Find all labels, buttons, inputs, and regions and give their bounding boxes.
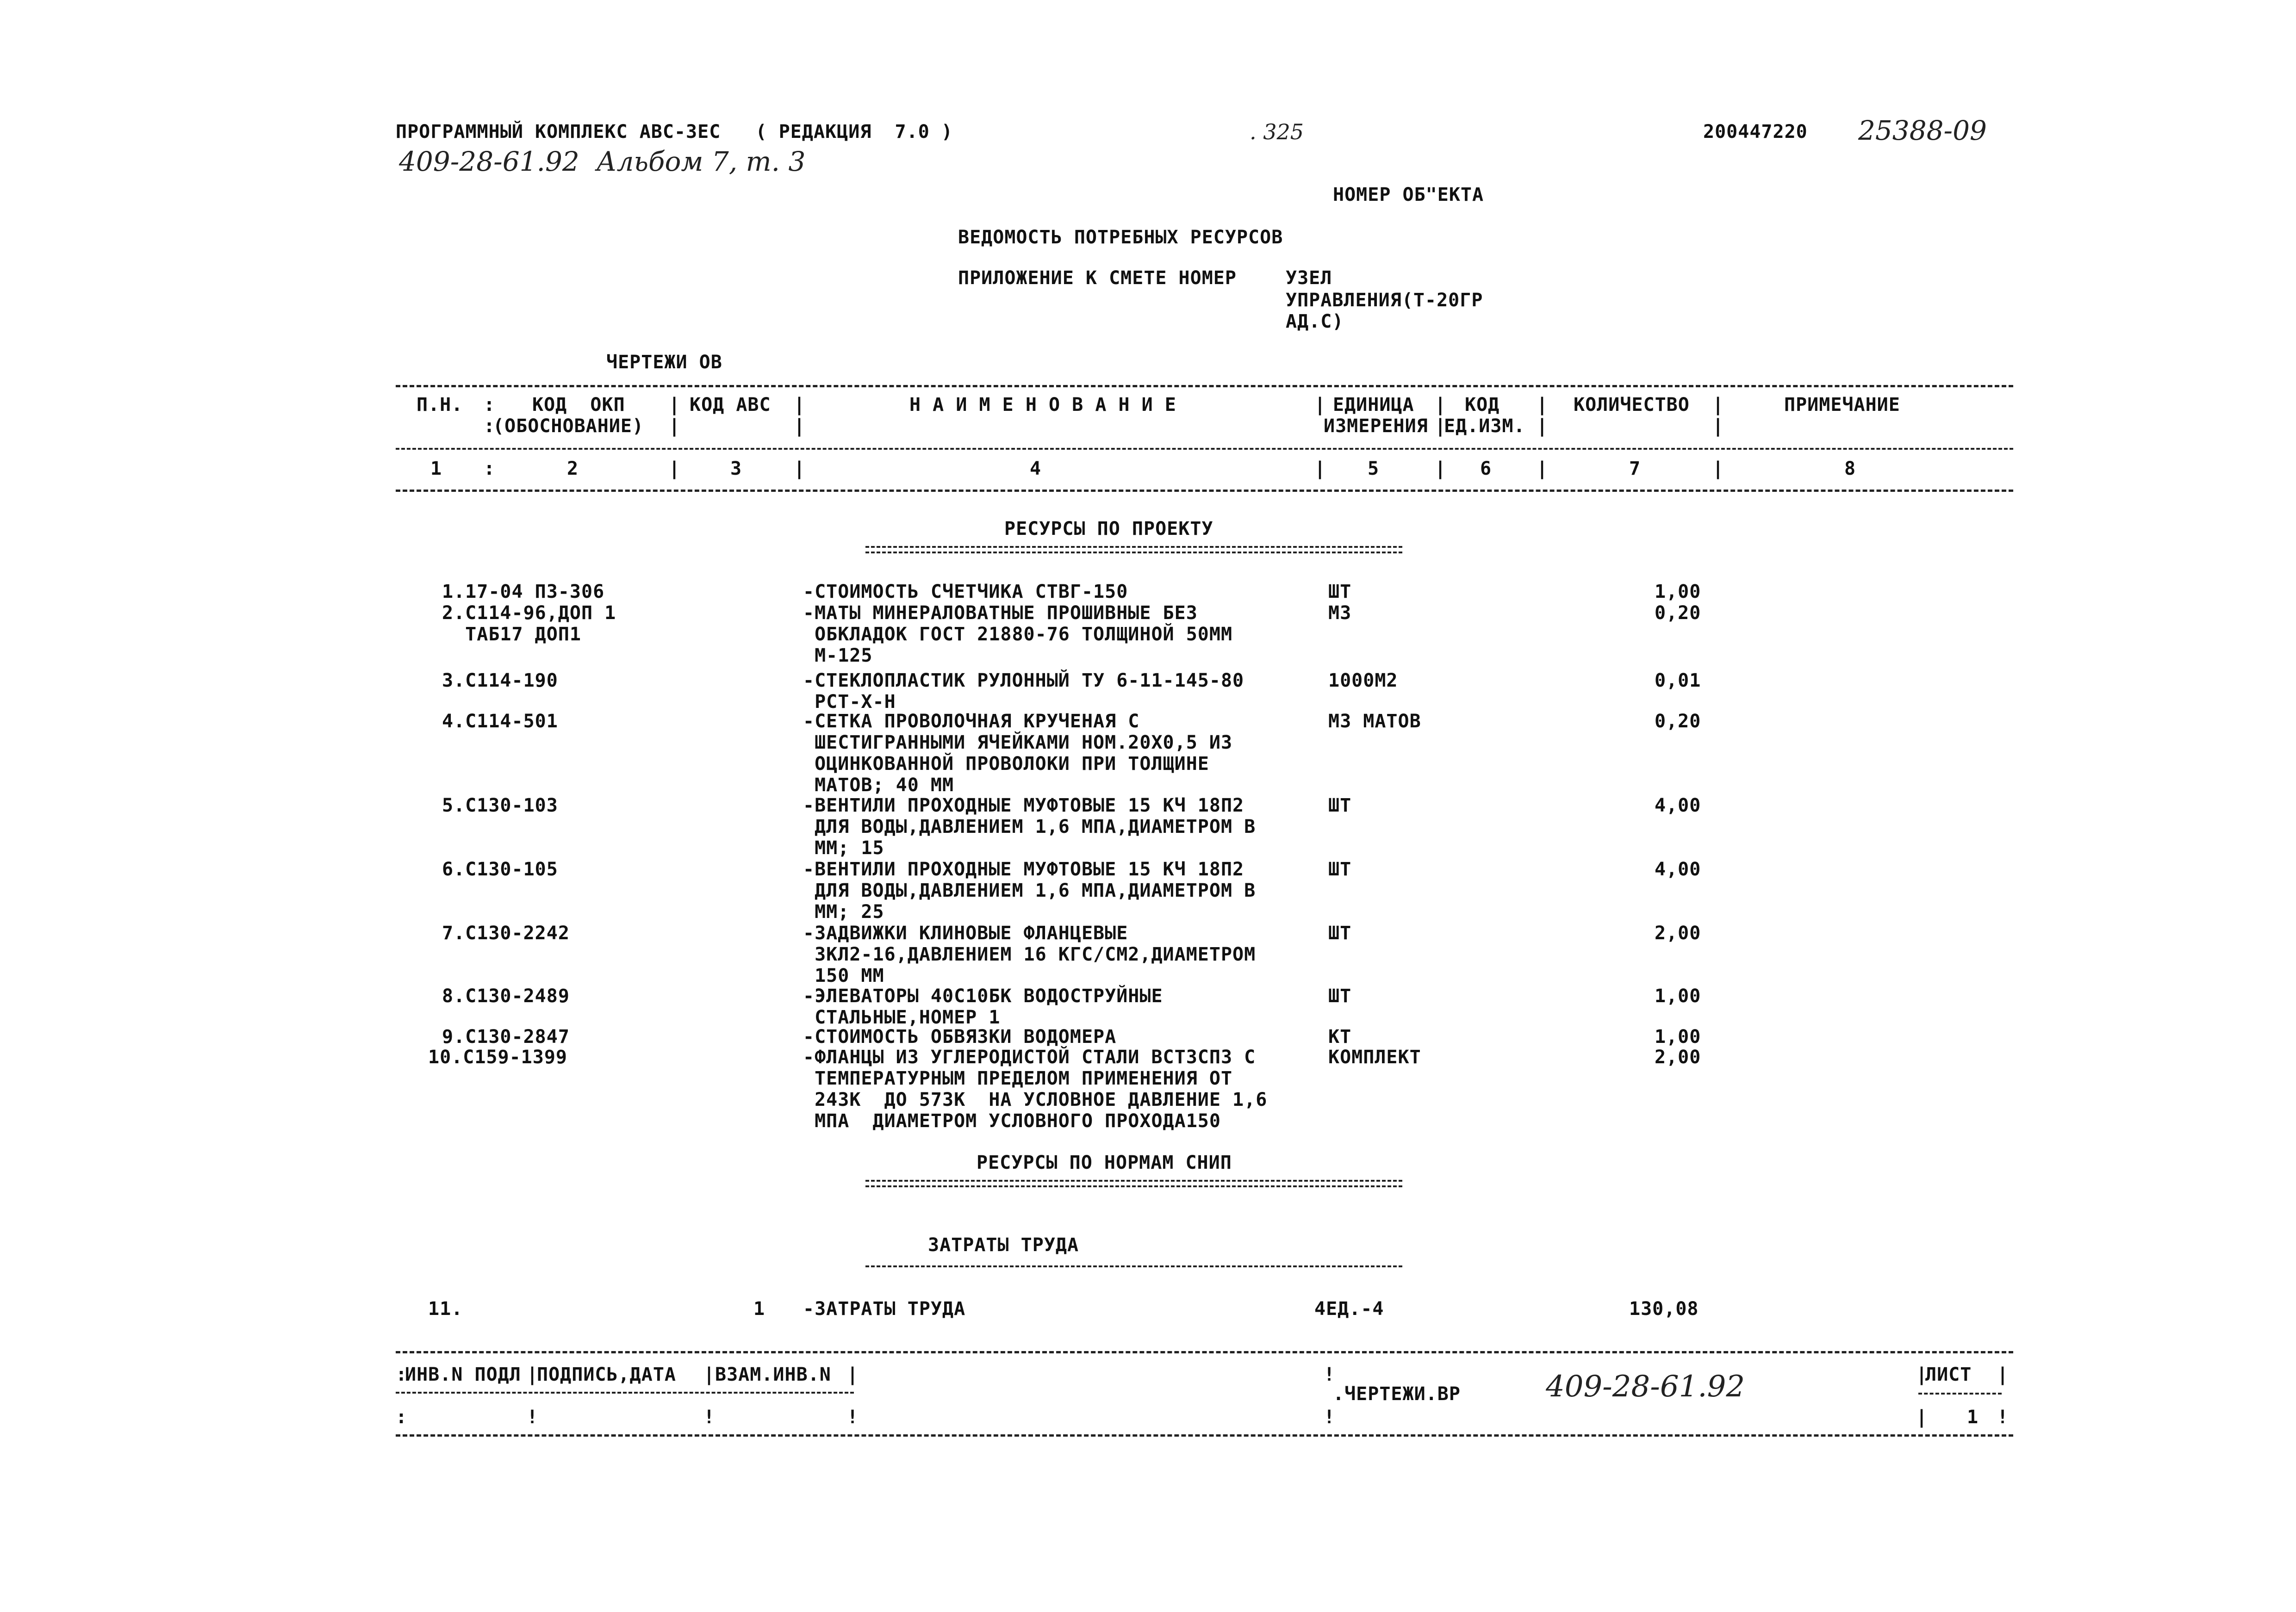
row-qty: 2,00 bbox=[1655, 923, 1701, 944]
footer-separator: ! bbox=[847, 1407, 859, 1428]
row-name: 243К ДО 573К НА УСЛОВНОЕ ДАВЛЕНИЕ 1,6 bbox=[803, 1089, 1268, 1110]
row-name: -ЭЛЕВАТОРЫ 40С10БК ВОДОСТРУЙНЫЕ bbox=[803, 986, 1163, 1007]
row-code: 4.С114-501 bbox=[442, 711, 558, 732]
handwritten-reference: 409-28-61.92 Альбом 7, т. 3 bbox=[399, 146, 806, 177]
col-separator: | bbox=[1537, 415, 1549, 437]
row-name: -ЗАТРАТЫ ТРУДА bbox=[803, 1298, 966, 1320]
col-separator: | bbox=[1435, 394, 1447, 415]
col-separator: | bbox=[794, 415, 806, 437]
row-name: ОБКЛАДОК ГОСТ 21880-76 ТОЛЩИНОЙ 50ММ bbox=[803, 624, 1233, 645]
col-header-6: КОД bbox=[1465, 394, 1500, 415]
sheet-number: 1 bbox=[1967, 1407, 1979, 1428]
col-header-3: КОД АВС bbox=[690, 394, 771, 415]
col-separator: | bbox=[1537, 458, 1549, 479]
handwritten-drawing-code: 409-28-61.92 bbox=[1546, 1370, 1745, 1404]
section-underline bbox=[865, 1185, 1402, 1187]
row-code: 1.17-04 ПЗ-306 bbox=[442, 581, 605, 602]
col-header-2: КОД ОКП bbox=[532, 394, 625, 415]
section-title-project: РЕСУРСЫ ПО ПРОЕКТУ bbox=[1004, 518, 1213, 539]
col-number-5: 5 bbox=[1368, 458, 1380, 479]
col-number-7: 7 bbox=[1629, 458, 1641, 479]
row-qty: 0,01 bbox=[1655, 670, 1701, 691]
col-separator: | bbox=[794, 394, 806, 415]
footer-separator: | bbox=[1997, 1364, 2009, 1385]
col-separator: | bbox=[1712, 394, 1724, 415]
document-title: ВЕДОМОСТЬ ПОТРЕБНЫХ РЕСУРСОВ bbox=[958, 227, 1283, 248]
row-unit: ШТ bbox=[1328, 795, 1352, 816]
row-unit: ШТ bbox=[1328, 986, 1352, 1007]
footer-separator: | bbox=[1916, 1407, 1928, 1428]
col-separator: | bbox=[669, 415, 681, 437]
row-qty: 2,00 bbox=[1655, 1047, 1701, 1068]
footer-separator: ! bbox=[1324, 1407, 1336, 1428]
col-header-5-sub: ИЗМЕРЕНИЯ bbox=[1324, 415, 1428, 437]
row-name: -МАТЫ МИНЕРАЛОВАТНЫЕ ПРОШИВНЫЕ БЕЗ bbox=[803, 602, 1198, 624]
row-qty: 0,20 bbox=[1655, 711, 1701, 732]
object-name-line-3: АД.С) bbox=[1286, 311, 1344, 332]
col-header-6-sub: ЕД.ИЗМ. bbox=[1444, 415, 1525, 437]
footer-separator: ! bbox=[1324, 1364, 1336, 1385]
row-name: -ВЕНТИЛИ ПРОХОДНЫЕ МУФТОВЫЕ 15 КЧ 18П2 bbox=[803, 859, 1244, 880]
section-underline bbox=[865, 1180, 1402, 1182]
object-name-line-2: УПРАВЛЕНИЯ(Т-20ГР bbox=[1286, 290, 1483, 311]
appendix-label: ПРИЛОЖЕНИЕ К СМЕТЕ НОМЕР bbox=[958, 267, 1237, 289]
footer-separator: : bbox=[396, 1364, 408, 1385]
section-underline bbox=[865, 1265, 1402, 1267]
section-underline bbox=[865, 546, 1402, 548]
row-code: 7.С130-2242 bbox=[442, 923, 570, 944]
row-name: -ЗАДВИЖКИ КЛИНОВЫЕ ФЛАНЦЕВЫЕ bbox=[803, 923, 1128, 944]
signature-date-label: ПОДПИСЬ,ДАТА bbox=[537, 1364, 676, 1385]
row-qty: 130,08 bbox=[1629, 1298, 1699, 1320]
row-unit: ШТ bbox=[1328, 581, 1352, 602]
col-separator: | bbox=[1435, 415, 1447, 437]
row-code: 3.С114-190 bbox=[442, 670, 558, 691]
row-qty: 4,00 bbox=[1655, 859, 1701, 880]
col-separator: | bbox=[1435, 458, 1447, 479]
footer-bottom-rule bbox=[396, 1434, 2013, 1437]
footer-separator: ! bbox=[1997, 1407, 2009, 1428]
row-qty: 1,00 bbox=[1655, 986, 1701, 1007]
row-name: -СТОИМОСТЬ СЧЕТЧИКА СТВГ-150 bbox=[803, 581, 1128, 602]
program-title: ПРОГРАММНЫЙ КОМПЛЕКС АВС-3ЕС ( РЕДАКЦИЯ 7.0 ) bbox=[396, 121, 953, 143]
row-name: -СЕТКА ПРОВОЛОЧНАЯ КРУЧЕНАЯ С bbox=[803, 711, 1140, 732]
object-number-label: НОМЕР ОБ"ЕКТА bbox=[1333, 184, 1484, 205]
row-name: ММ; 25 bbox=[803, 901, 884, 923]
section-label: ЧЕРТЕЖИ ОВ bbox=[606, 352, 722, 373]
col-number-8: 8 bbox=[1844, 458, 1856, 479]
row-qty: 4,00 bbox=[1655, 795, 1701, 816]
col-header-2-sub: (ОБОСНОВАНИЕ) bbox=[493, 415, 644, 437]
col-number-1: 1 bbox=[430, 458, 442, 479]
footer-separator: ! bbox=[527, 1407, 539, 1428]
section-title-labor: ЗАТРАТЫ ТРУДА bbox=[928, 1234, 1079, 1256]
col-separator: | bbox=[669, 458, 681, 479]
col-separator: | bbox=[1314, 394, 1326, 415]
col-number-4: 4 bbox=[1030, 458, 1042, 479]
col-separator: | bbox=[1712, 415, 1724, 437]
col-separator: : bbox=[484, 415, 496, 437]
section-title-norms: РЕСУРСЫ ПО НОРМАМ СНИП bbox=[977, 1152, 1232, 1173]
replacement-inventory-label: ВЗАМ.ИНВ.N bbox=[715, 1364, 831, 1385]
row-number: 11. bbox=[428, 1298, 463, 1320]
col-header-8: ПРИМЕЧАНИЕ bbox=[1784, 394, 1900, 415]
row-name: 150 ММ bbox=[803, 965, 884, 986]
col-header-5: ЕДИНИЦА bbox=[1333, 394, 1414, 415]
row-code: 2.С114-96,ДОП 1 bbox=[442, 602, 616, 624]
row-unit: КОМПЛЕКТ bbox=[1328, 1047, 1421, 1068]
footer-separator: : bbox=[396, 1407, 408, 1428]
row-code: 5.С130-103 bbox=[442, 795, 558, 816]
row-name: -ФЛАНЦЫ ИЗ УГЛЕРОДИСТОЙ СТАЛИ ВСТ3СП3 С bbox=[803, 1047, 1256, 1068]
page-number: . 325 bbox=[1250, 119, 1304, 144]
table-header-bottom-rule bbox=[396, 490, 2013, 492]
footer-separator: ! bbox=[703, 1407, 716, 1428]
document-code: 200447220 bbox=[1703, 121, 1808, 143]
row-name: -ВЕНТИЛИ ПРОХОДНЫЕ МУФТОВЫЕ 15 КЧ 18П2 bbox=[803, 795, 1244, 816]
row-qty: 1,00 bbox=[1655, 581, 1701, 602]
document-number: 25388-09 bbox=[1858, 115, 1987, 146]
col-number-6: 6 bbox=[1480, 458, 1492, 479]
row-qty: 0,20 bbox=[1655, 602, 1701, 624]
object-name-line-1: УЗЕЛ bbox=[1286, 267, 1332, 289]
col-separator: : bbox=[484, 458, 496, 479]
section-underline bbox=[865, 552, 1402, 553]
row-name: -СТЕКЛОПЛАСТИК РУЛОННЫЙ ТУ 6-11-145-80 bbox=[803, 670, 1244, 691]
row-unit: ШТ bbox=[1328, 859, 1352, 880]
row-name: М-125 bbox=[803, 645, 873, 666]
footer-separator: | bbox=[703, 1364, 716, 1385]
col-number-2: 2 bbox=[567, 458, 579, 479]
row-code: 10.С159-1399 bbox=[428, 1047, 567, 1068]
row-qty: 1,00 bbox=[1655, 1026, 1701, 1048]
row-name: МПА ДИАМЕТРОМ УСЛОВНОГО ПРОХОДА150 bbox=[803, 1110, 1221, 1132]
row-name: ТЕМПЕРАТУРНЫМ ПРЕДЕЛОМ ПРИМЕНЕНИЯ ОТ bbox=[803, 1068, 1233, 1089]
footer-separator: | bbox=[527, 1364, 539, 1385]
row-name: СТАЛЬНЫЕ,НОМЕР 1 bbox=[803, 1007, 1001, 1028]
col-separator: : bbox=[484, 394, 496, 415]
table-top-rule bbox=[396, 385, 2013, 387]
col-separator: | bbox=[669, 394, 681, 415]
row-unit: КТ bbox=[1328, 1026, 1352, 1048]
col-header-7: КОЛИЧЕСТВО bbox=[1574, 394, 1690, 415]
row-code: ТАБ17 ДОП1 bbox=[442, 624, 581, 645]
row-unit: М3 bbox=[1328, 602, 1352, 624]
row-unit: М3 МАТОВ bbox=[1328, 711, 1421, 732]
table-header-rule bbox=[396, 448, 2013, 450]
col-separator: | bbox=[1712, 458, 1724, 479]
row-name: ММ; 15 bbox=[803, 837, 884, 859]
footer-inner-rule bbox=[396, 1392, 854, 1394]
footer-separator: | bbox=[1916, 1364, 1928, 1385]
row-name: 3КЛ2-16,ДАВЛЕНИЕМ 16 КГС/СМ2,ДИАМЕТРОМ bbox=[803, 944, 1256, 965]
row-name: ОЦИНКОВАННОЙ ПРОВОЛОКИ ПРИ ТОЛЩИНЕ bbox=[803, 753, 1209, 775]
col-number-3: 3 bbox=[730, 458, 742, 479]
footer-sheet-rule bbox=[1918, 1393, 2002, 1395]
drawings-label: .ЧЕРТЕЖИ.ВР bbox=[1333, 1383, 1461, 1405]
row-name: РСТ-Х-Н bbox=[803, 691, 896, 713]
row-name: ДЛЯ ВОДЫ,ДАВЛЕНИЕМ 1,6 МПА,ДИАМЕТРОМ В bbox=[803, 816, 1256, 837]
row-name: ДЛЯ ВОДЫ,ДАВЛЕНИЕМ 1,6 МПА,ДИАМЕТРОМ В bbox=[803, 880, 1256, 901]
row-code: 9.С130-2847 bbox=[442, 1026, 570, 1048]
row-name: ШЕСТИГРАННЫМИ ЯЧЕЙКАМИ НОМ.20Х0,5 ИЗ bbox=[803, 732, 1233, 753]
sheet-label: ЛИСТ bbox=[1925, 1364, 1972, 1385]
row-code: 8.С130-2489 bbox=[442, 986, 570, 1007]
inventory-label: ИНВ.N ПОДЛ bbox=[405, 1364, 521, 1385]
col-separator: | bbox=[1314, 458, 1326, 479]
row-unit: 4ЕД.-4 bbox=[1314, 1298, 1384, 1320]
row-code: 1 bbox=[753, 1298, 765, 1320]
col-separator: | bbox=[794, 458, 806, 479]
footer-separator: | bbox=[847, 1364, 859, 1385]
row-name: -СТОИМОСТЬ ОБВЯЗКИ ВОДОМЕРА bbox=[803, 1026, 1117, 1048]
footer-top-rule bbox=[396, 1351, 2013, 1353]
row-unit: 1000М2 bbox=[1328, 670, 1398, 691]
col-header-4: Н А И М Е Н О В А Н И Е bbox=[909, 394, 1176, 415]
row-name: МАТОВ; 40 ММ bbox=[803, 775, 954, 796]
col-separator: | bbox=[1537, 394, 1549, 415]
row-code: 6.С130-105 bbox=[442, 859, 558, 880]
col-header-1: П.Н. bbox=[417, 394, 463, 415]
row-unit: ШТ bbox=[1328, 923, 1352, 944]
